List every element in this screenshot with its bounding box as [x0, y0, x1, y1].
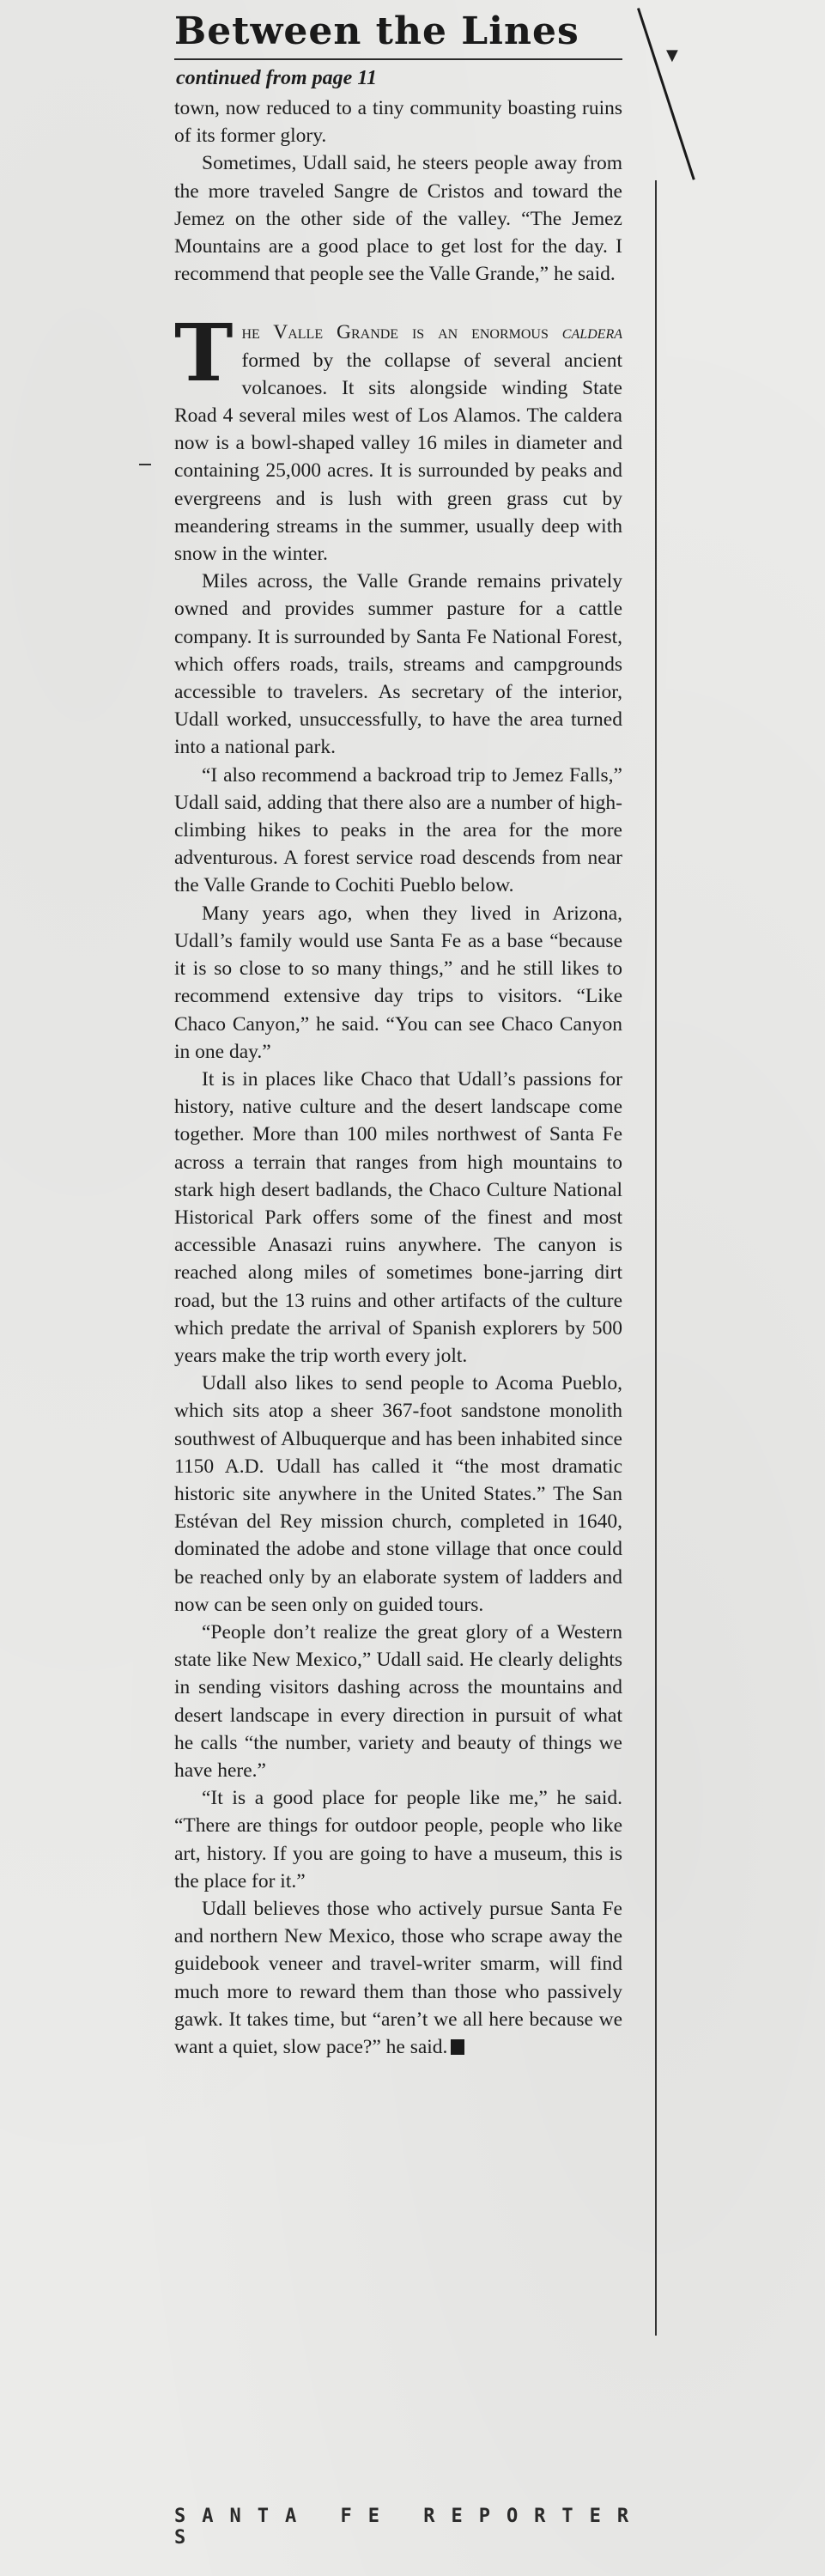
section-header: Between the Lines — [174, 12, 579, 46]
paragraph: Many years ago, when they lived in Arizona, Udall’s family would use Santa Fe as a base “because it is so close to so many things,” and he still likes to recommend extensive day trips to visitors. “Like Chaco Canyon,” he said. “You can see Chaco Canyon in one day.” — [174, 902, 622, 1063]
paragraph: Udall also likes to send people to Acoma Pueblo, which sits atop a sheer 367-foot sandstone monolith southwest of Albuquerque and has been inhabited since 1150 A.D. Udall has called it “the most dramatic historic site anywhere in the United States.” The San Estévan del Rey mission church, completed in 1640, dominated the adobe and stone village that once could be reached only by an elaborate system of ladders and now can be seen only on guided tours. — [174, 1372, 622, 1616]
dropcap-body: formed by the collapse of several ancient volcanoes. It sits alongside winding State Road 4 several miles west of Los Alamos. The caldera now is a bowl-shaped valley 16 miles in diameter and containing 25,000 acres. It is surrounded by peaks and evergreens and is lush with green grass cut by meandering streams in the summer, usually deep with snow in the winter. — [174, 349, 622, 566]
column-rule — [655, 180, 657, 2336]
lead-word: caldera — [561, 321, 622, 344]
dropcap-letter: T — [174, 307, 234, 400]
diagonal-rule — [637, 8, 695, 180]
paragraph: “It is a good place for people like me,” he said. “There are things for outdoor people, people who like art, history. If you are going to have a museum, this is the place for it.” — [174, 1787, 622, 1893]
footer-publication: SANTA FE REPORTER S — [174, 2506, 646, 2549]
corner-arrow-icon: ▼ — [666, 46, 678, 64]
continued-line: continued from page 11 — [176, 67, 378, 89]
paragraph: Sometimes, Udall said, he steers people away from the more traveled Sangre de Cristos and toward the Jemez on the other side of the valley. “The Jemez Mountains are a good place to get lost for the day. I recommend that people see the Valle Grande,” he said. — [174, 152, 622, 286]
paragraph: town, now reduced to a tiny community boasting ruins of its former glory. — [174, 97, 622, 148]
paragraph: “People don’t realize the great glory of a Western state like New Mexico,” Udall said. He clearly delights in sending visitors dashing across the mountains and desert landscape in every direction in pursuit of what he calls “the number, variety and beauty of things we have here.” — [174, 1620, 622, 1782]
lead-in: he Valle Grande is an enormous — [241, 321, 549, 344]
margin-mark — [139, 464, 151, 465]
article-column — [174, 94, 622, 2061]
paragraph: “I also recommend a backroad trip to Jemez Falls,” Udall said, adding that there also are a number of high-climbing hikes to peaks in the area for the more adventurous. A forest service road descends from near the Valle Grande to Cochiti Pueblo below. — [174, 763, 622, 897]
paragraph: It is in places like Chaco that Udall’s passions for history, native culture and the desert landscape come together. More than 100 miles northwest of Santa Fe across a terrain that ranges from high mountains to stark high desert badlands, the Chaco Culture National Historical Park offers some of the finest and most accessible Anasazi ruins anywhere. The canyon is reached along miles of sometimes bone-jarring dirt road, but the 13 ruins and other artifacts of the culture which predate the arrival of Spanish explorers by 500 years make the trip worth every jolt. — [174, 1067, 622, 1367]
last-paragraph — [174, 1895, 622, 2061]
header-rule — [174, 58, 622, 60]
end-mark-icon — [451, 2039, 464, 2055]
paragraph: Miles across, the Valle Grande remains privately owned and provides summer pasture for a cattle company. It is surrounded by Santa Fe National Forest, which offers roads, trails, streams and campgrounds accessible to travelers. As secretary of the interior, Udall worked, unsuccessfully, to have the area turned into a national park. — [174, 570, 622, 759]
last-paragraph-text: Udall believes those who actively pursue Santa Fe and northern New Mexico, those who scrape away the guidebook veneer and travel-writer smarm, will find much more to reward them than those who passively gawk. It takes time, but “aren’t we all here because we want a quiet, slow pace?” he said. — [174, 1898, 622, 2059]
dropcap-paragraph — [174, 307, 622, 568]
